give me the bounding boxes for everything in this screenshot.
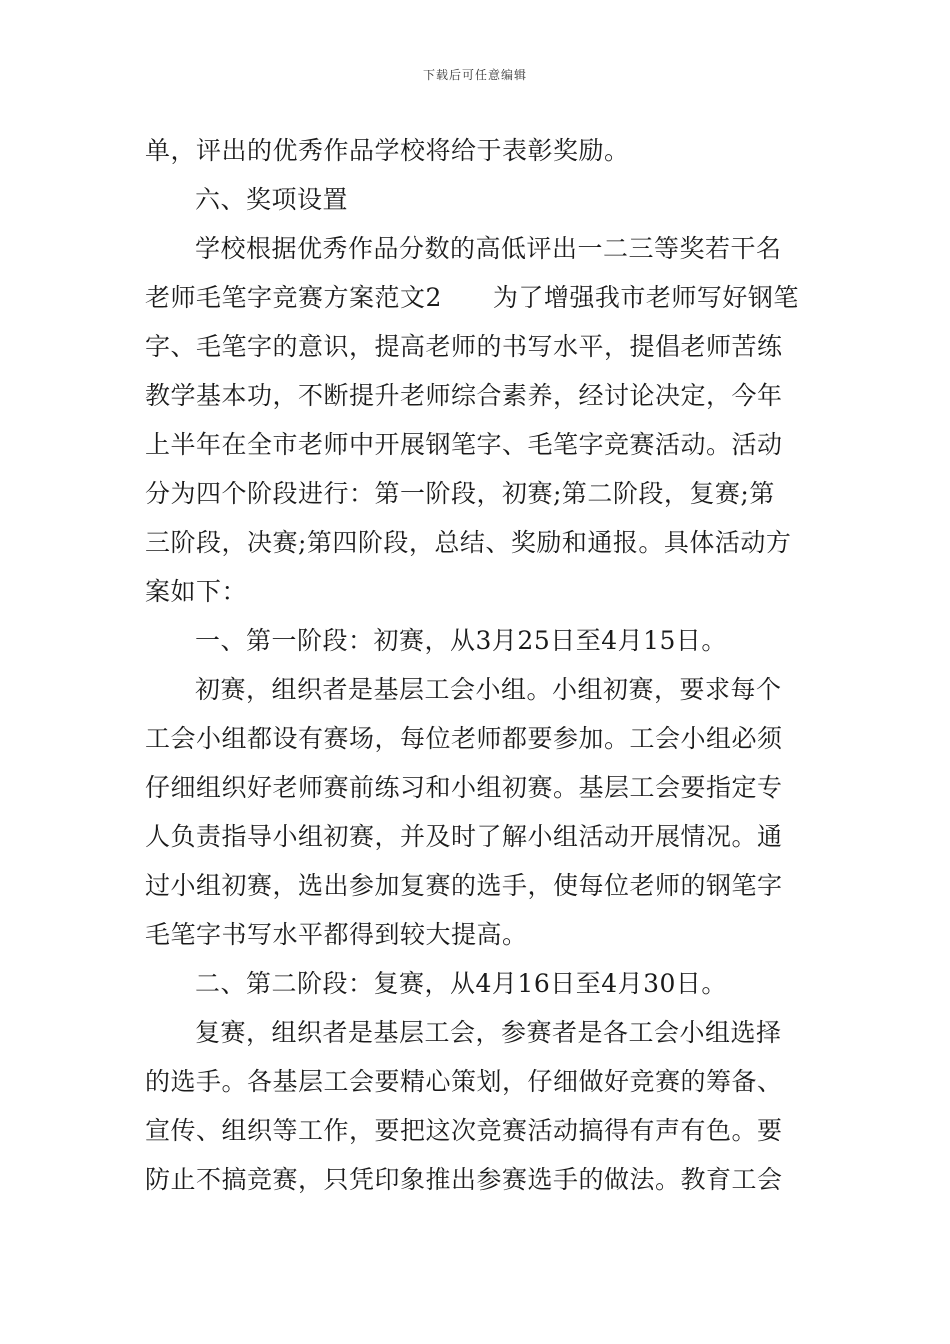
text-line: 仔细组织好老师赛前练习和小组初赛。基层工会要指定专	[145, 773, 783, 802]
text-line: 单，评出的优秀作品学校将给于表彰奖励。	[145, 136, 630, 165]
text-line: 分为四个阶段进行：第一阶段，初赛;第二阶段，复赛;第	[145, 479, 775, 508]
text-line: 宣传、组织等工作，要把这次竞赛活动搞得有声有色。要	[145, 1116, 783, 1145]
section-heading: 六、奖项设置	[195, 185, 349, 214]
text-line: 案如下：	[145, 577, 248, 606]
text-line: 上半年在全市老师中开展钢笔字、毛笔字竞赛活动。活动	[145, 430, 783, 459]
text-line: 初赛，组织者是基层工会小组。小组初赛，要求每个	[195, 675, 782, 704]
text-line: 老师毛笔字竞赛方案范文2 为了增强我市老师写好钢笔	[145, 283, 799, 312]
text-line: 防止不搞竞赛，只凭印象推出参赛选手的做法。教育工会	[145, 1165, 783, 1194]
text-line: 学校根据优秀作品分数的高低评出一二三等奖若干名	[195, 234, 782, 263]
text-line: 字、毛笔字的意识，提高老师的书写水平，提倡老师苦练	[145, 332, 783, 361]
section-heading: 二、第二阶段：复赛，从4月16日至4月30日。	[195, 969, 727, 998]
text-line: 工会小组都设有赛场，每位老师都要参加。工会小组必须	[145, 724, 783, 753]
text-line: 的选手。各基层工会要精心策划，仔细做好竞赛的筹备、	[145, 1067, 783, 1096]
text-line: 毛笔字书写水平都得到较大提高。	[145, 920, 528, 949]
page-header: 下载后可任意编辑	[422, 68, 527, 82]
section-heading: 一、第一阶段：初赛，从3月25日至4月15日。	[195, 626, 727, 655]
text-line: 人负责指导小组初赛，并及时了解小组活动开展情况。通	[145, 822, 783, 851]
text-line: 复赛，组织者是基层工会，参赛者是各工会小组选择	[195, 1018, 782, 1047]
text-line: 三阶段，决赛;第四阶段，总结、奖励和通报。具体活动方	[145, 528, 792, 557]
text-line: 过小组初赛，选出参加复赛的选手，使每位老师的钢笔字	[145, 871, 783, 900]
text-line: 教学基本功，不断提升老师综合素养，经讨论决定，今年	[145, 381, 783, 410]
document-body	[145, 126, 810, 1204]
